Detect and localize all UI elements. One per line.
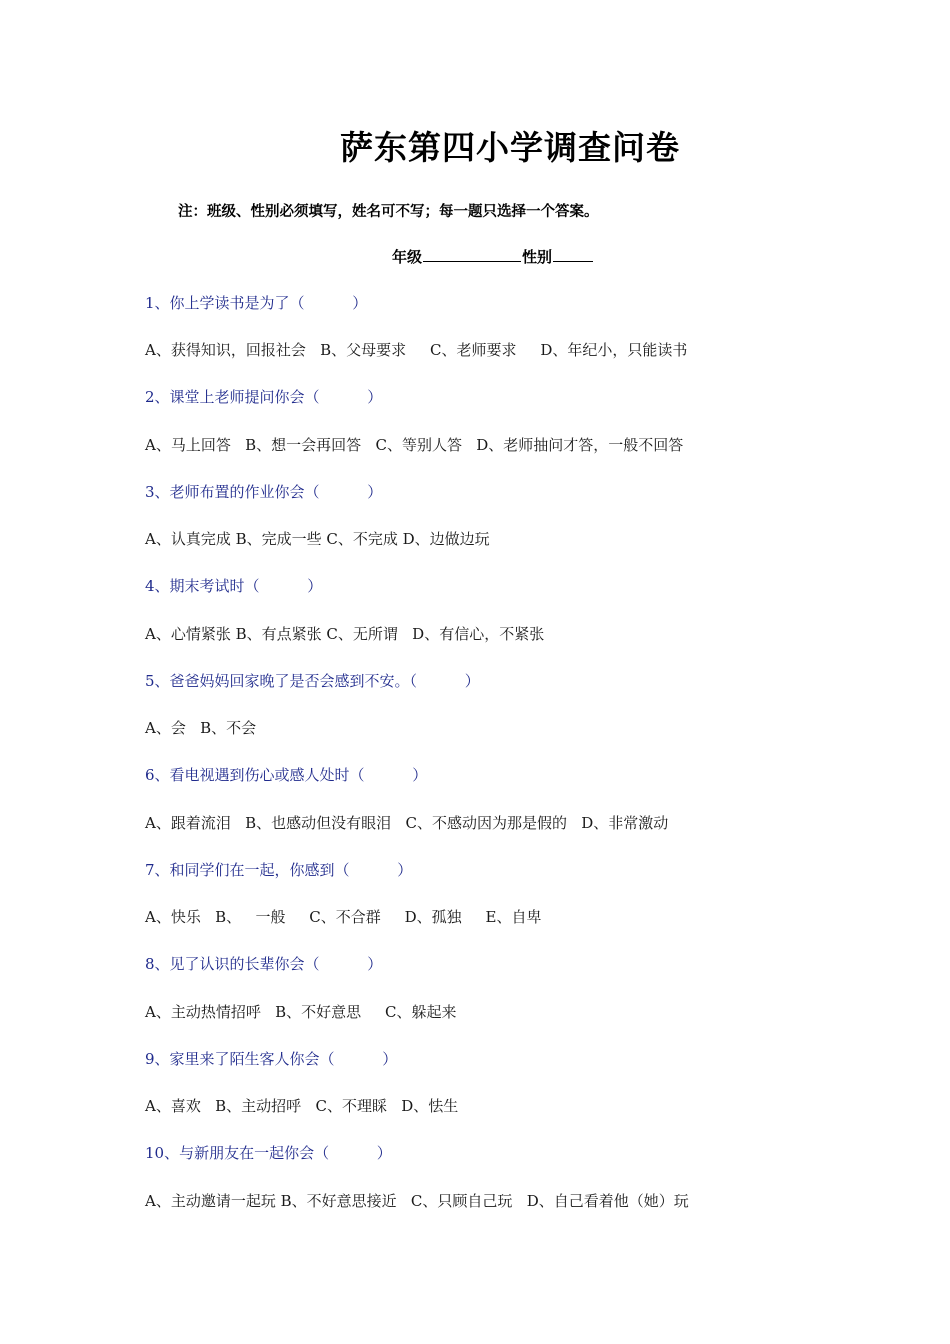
- question-2: 2、课堂上老师提问你会（ ）: [145, 388, 383, 406]
- answer-options-2: A、马上回答 B、想一会再回答 C、等别人答 D、老师抽问才答，一般不回答: [145, 436, 684, 454]
- grade-blank[interactable]: [423, 247, 521, 262]
- answer-options-7: A、快乐 B、 一般 C、不合群 D、孤独 E、自卑: [145, 908, 542, 926]
- question-10: 10、与新朋友在一起你会（ ）: [145, 1144, 392, 1162]
- question-5: 5、爸爸妈妈回家晚了是否会感到不安。（ ）: [145, 672, 480, 690]
- question-3: 3、老师布置的作业你会（ ）: [145, 483, 383, 501]
- info-fields: [392, 246, 594, 267]
- page-title: 萨东第四小学调查问卷: [340, 128, 680, 167]
- grade-label: 年级: [392, 248, 423, 266]
- answer-options-10: A、主动邀请一起玩 B、不好意思接近 C、只顾自己玩 D、自己看着他（她）玩: [145, 1192, 689, 1210]
- gender-blank[interactable]: [553, 247, 593, 262]
- gender-label: 性别: [522, 248, 553, 266]
- question-8: 8、见了认识的长辈你会（ ）: [145, 955, 383, 973]
- question-7: 7、和同学们在一起，你感到（ ）: [145, 861, 413, 879]
- answer-options-3: A、认真完成 B、完成一些 C、不完成 D、边做边玩: [145, 530, 490, 548]
- answer-options-6: A、跟着流泪 B、也感动但没有眼泪 C、不感动因为那是假的 D、非常激动: [145, 814, 669, 832]
- answer-options-1: A、获得知识，回报社会 B、父母要求 C、老师要求 D、年纪小，只能读书: [145, 341, 688, 359]
- instruction-note: 注：班级、性别必须填写，姓名可不写；每一题只选择一个答案。: [178, 204, 599, 220]
- answer-options-5: A、会 B、不会: [145, 719, 257, 737]
- question-6: 6、看电视遇到伤心或感人处时（ ）: [145, 766, 428, 784]
- answer-options-9: A、喜欢 B、主动招呼 C、不理睬 D、怯生: [145, 1097, 459, 1115]
- answer-options-4: A、心情紧张 B、有点紧张 C、无所谓 D、有信心，不紧张: [145, 625, 545, 643]
- answer-options-8: A、主动热情招呼 B、不好意思 C、躲起来: [145, 1003, 457, 1021]
- question-1: 1、你上学读书是为了（ ）: [145, 294, 368, 312]
- question-4: 4、期末考试时（ ）: [145, 577, 323, 595]
- question-9: 9、家里来了陌生客人你会（ ）: [145, 1050, 398, 1068]
